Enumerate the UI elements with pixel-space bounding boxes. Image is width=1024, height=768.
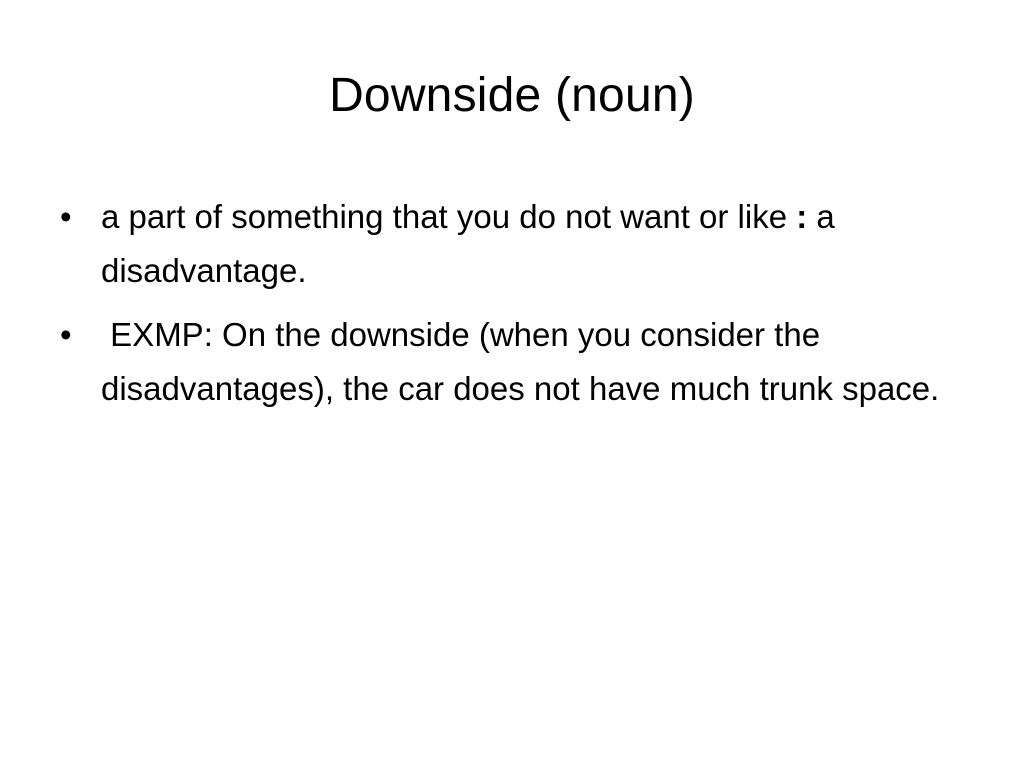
definition-colon: :	[796, 198, 808, 235]
bullet-list	[56, 190, 956, 426]
bullet-icon: •	[60, 198, 72, 235]
list-item	[56, 308, 956, 416]
definition-text-start: a part of something that you do not want or like	[101, 198, 797, 235]
example-text: EXMP: On the downside (when you consider the disadvantages), the car does not have much trunk space.	[101, 316, 940, 407]
list-item	[56, 190, 956, 298]
definition-text	[101, 190, 956, 298]
slide-title: Downside (noun)	[329, 69, 695, 122]
definition-text-end: a disadvantage.	[101, 198, 854, 289]
bullet-icon: •	[60, 316, 72, 353]
